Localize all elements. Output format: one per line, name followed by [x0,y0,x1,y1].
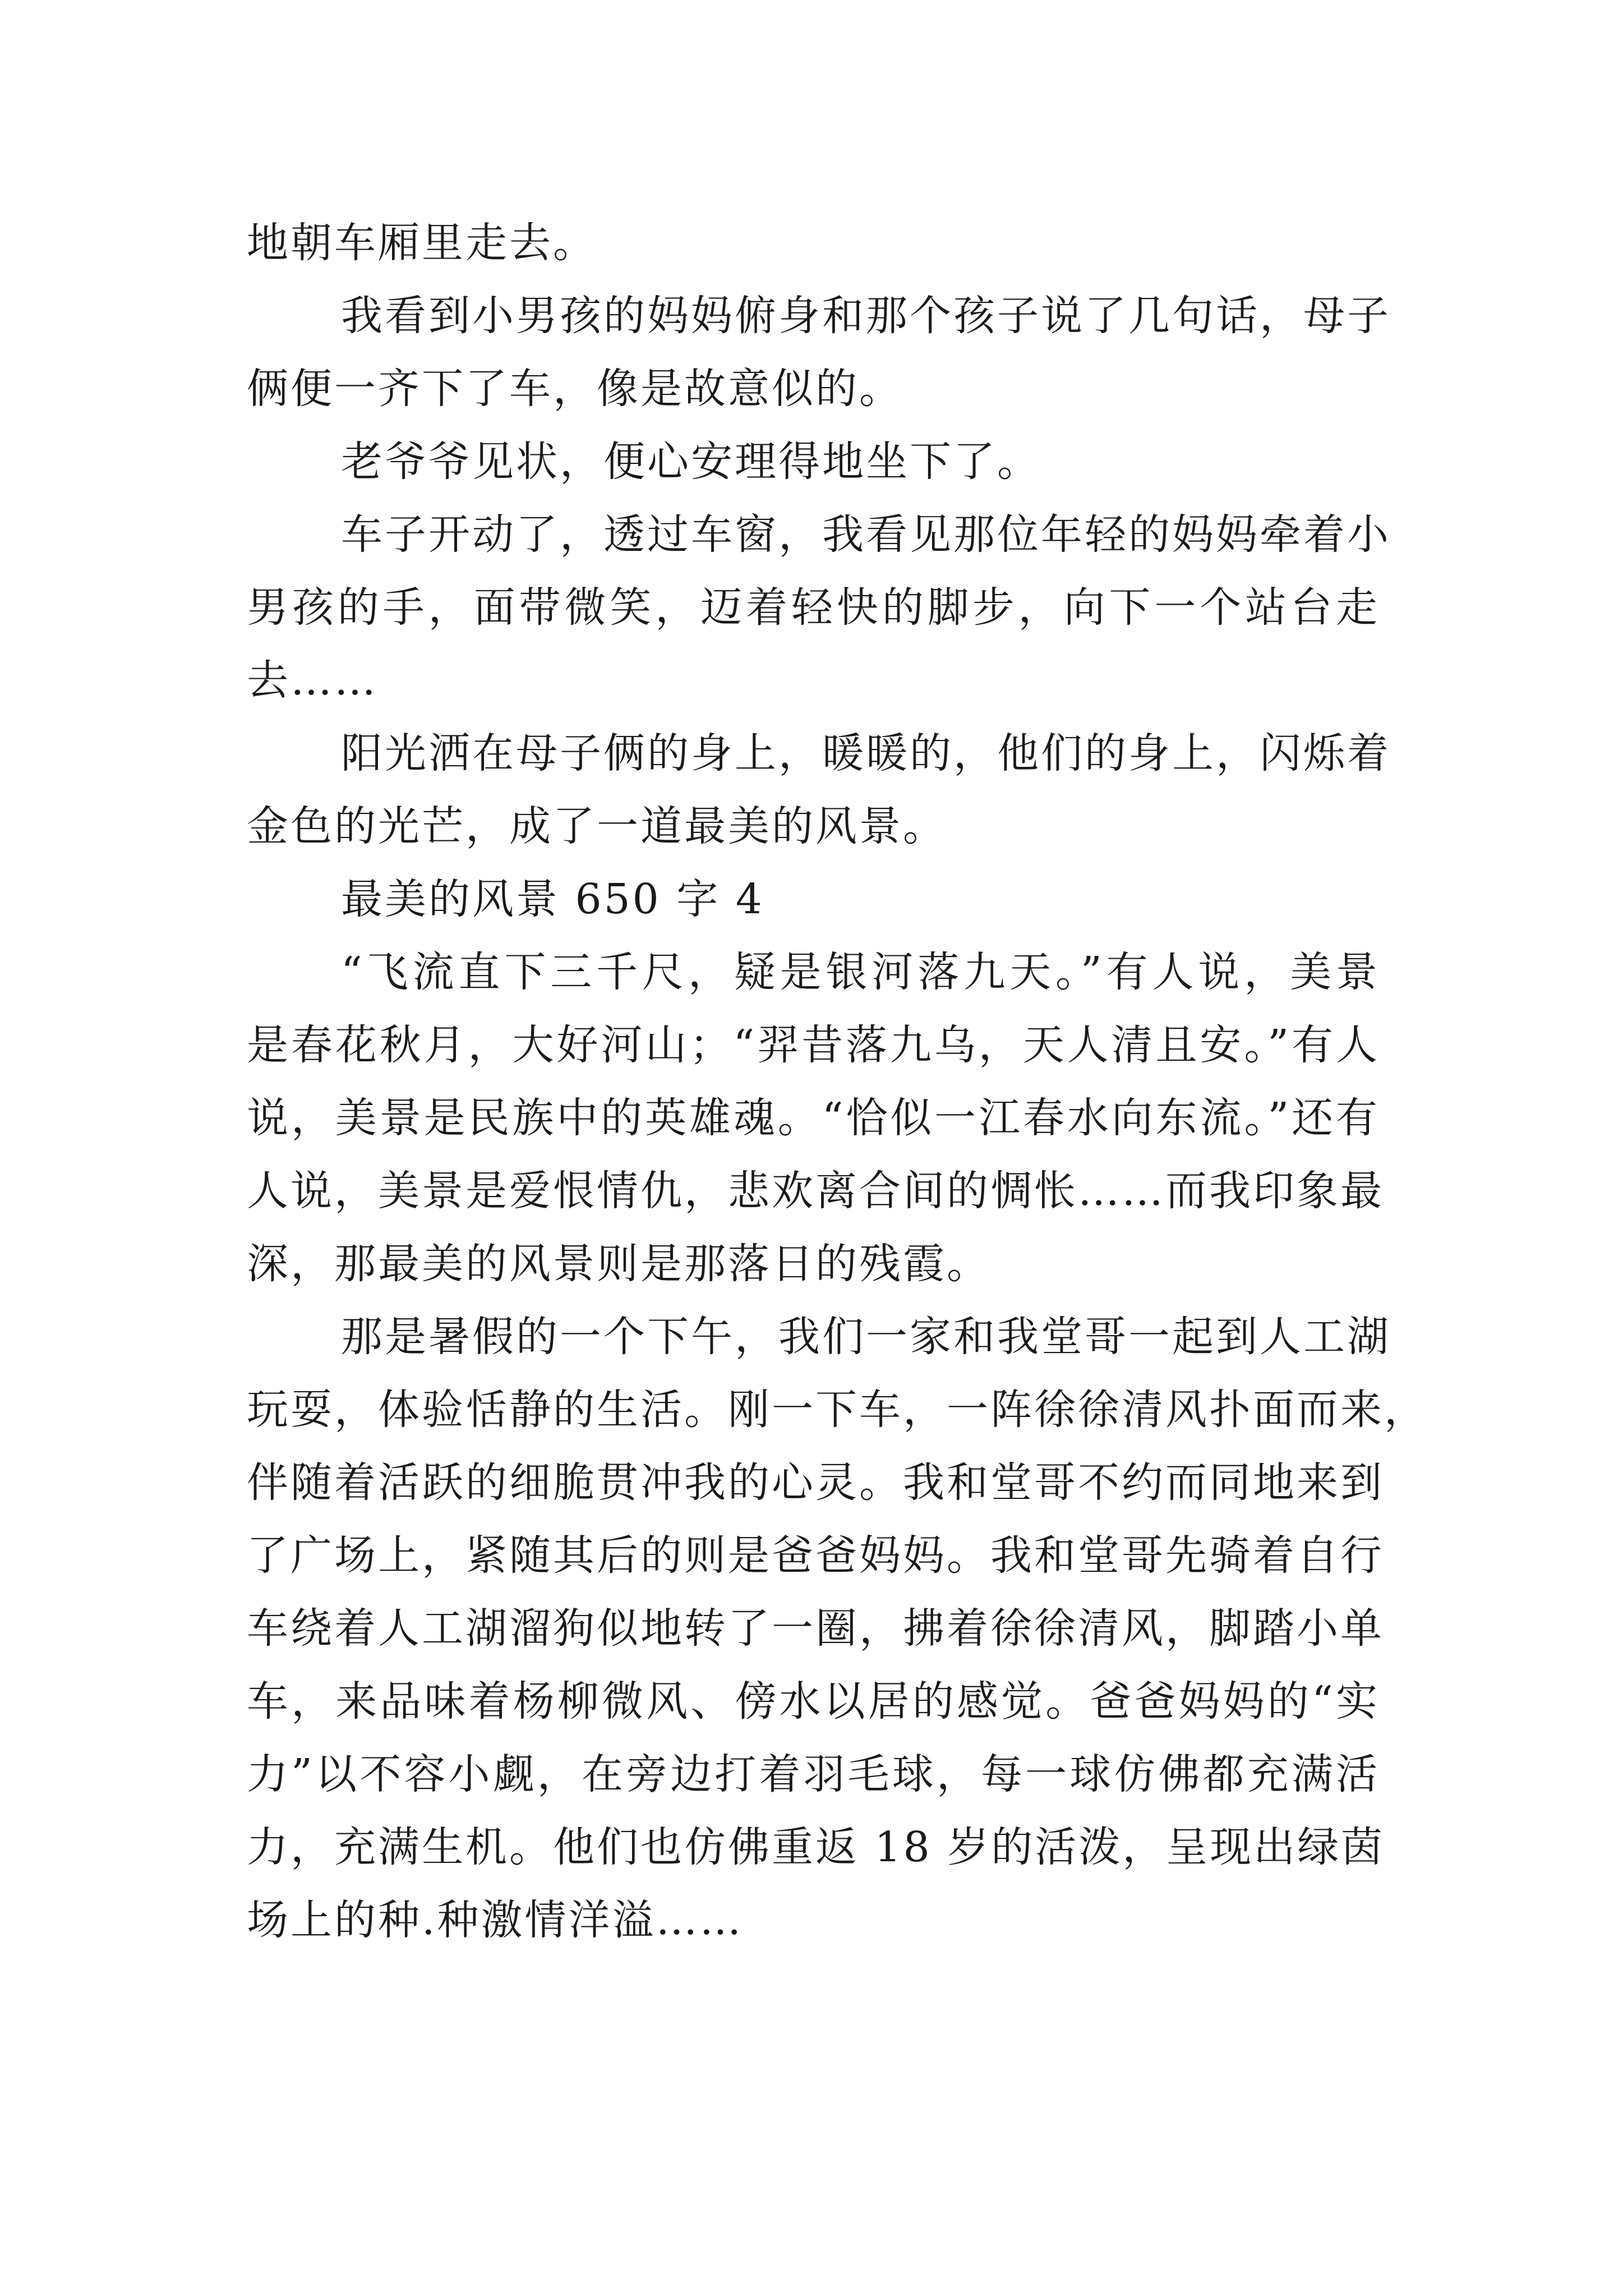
text-line: 力，充满生机。他们也仿佛重返 18 岁的活泼，呈现出绿茵 [247,1823,1385,1871]
text-line: 人说，美景是爱恨情仇，悲欢离合间的惆怅……而我印象最 [247,1167,1384,1215]
text-line: 阳光洒在母子俩的身上，暖暖的，他们的身上，闪烁着 [341,729,1391,777]
text-line: 地朝车厢里走去。 [247,219,597,267]
text-line: 那是暑假的一个下午，我们一家和我堂哥一起到人工湖 [341,1313,1391,1361]
text-line: 我看到小男孩的妈妈俯身和那个孩子说了几句话，母子 [341,292,1391,340]
text-line: “飞流直下三千尺，疑是银河落九天。”有人说，美景 [341,948,1380,996]
body-text [247,206,1428,1957]
text-line: 车绕着人工湖溜狗似地转了一圈，拂着徐徐清风，脚踏小单 [247,1604,1384,1653]
text-line: 车，来品味着杨柳微风、傍水以居的感觉。爸爸妈妈的“实 [247,1677,1380,1726]
text-line: 深，那最美的风景则是那落日的残霞。 [247,1240,990,1288]
text-line: 是春花秋月，大好河山；“羿昔落九乌，天人清且安。”有人 [247,1021,1380,1069]
text-line: 力”以不容小觑，在旁边打着羽毛球，每一球仿佛都充满活 [247,1750,1380,1798]
text-line: 男孩的手，面带微笑，迈着轻快的脚步，向下一个站台走 [247,583,1380,632]
text-line: 去…… [247,656,378,705]
text-line: 老爷爷见状，便心安理得地坐下了。 [341,438,1041,486]
text-line: 伴随着活跃的细脆贯冲我的心灵。我和堂哥不约而同地来到 [247,1458,1384,1507]
text-line: 俩便一齐下了车，像是故意似的。 [247,365,903,413]
text-line: 玩耍，体验恬静的生活。刚一下车，一阵徐徐清风扑面而来， [247,1386,1428,1434]
text-line: 场上的种.种激情洋溢…… [247,1896,744,1944]
text-line: 说，美景是民族中的英雄魂。“恰似一江春水向东流。”还有 [247,1094,1380,1142]
text-line: 了广场上，紧随其后的则是爸爸妈妈。我和堂哥先骑着自行 [247,1531,1384,1580]
text-line: 车子开动了，透过车窗，我看见那位年轻的妈妈牵着小 [341,510,1391,559]
section-heading: 最美的风景 650 字 4 [341,875,764,923]
text-line: 金色的光芒，成了一道最美的风景。 [247,802,947,850]
